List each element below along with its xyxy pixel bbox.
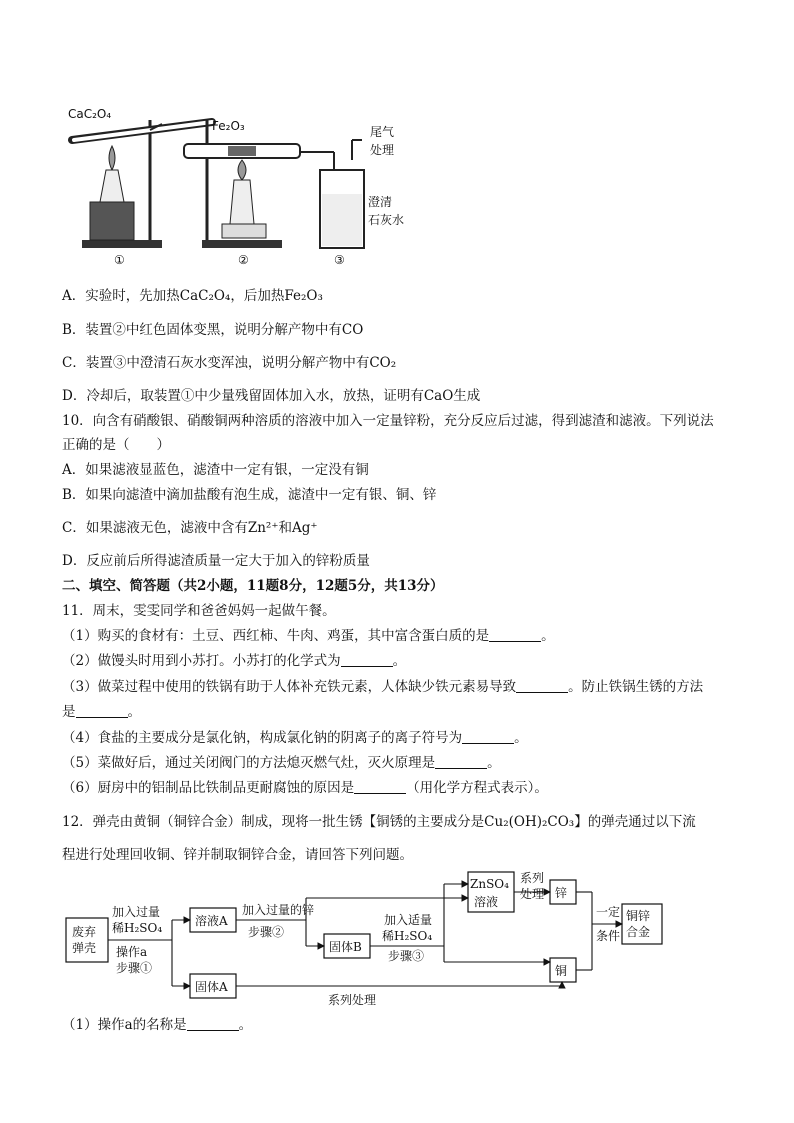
text-copper: 铜 [555, 964, 568, 978]
text-zinc: 锌 [555, 886, 568, 900]
text-znso4-1: ZnSO₄ [470, 877, 509, 891]
q9-option-d: D．冷却后，取装置①中少量残留固体加入水，放热，证明有CaO生成 [62, 388, 481, 404]
stand-2-base [202, 240, 282, 248]
q11-part-6-text: （6）厨房中的铝制品比铁制品更耐腐蚀的原因是 [62, 780, 355, 796]
apparatus-figure [62, 100, 422, 268]
q10-option-a: A．如果滤液显蓝色，滤渣中一定有银，一定没有铜 [62, 462, 369, 478]
answer-blank[interactable] [187, 1018, 239, 1031]
q11-part-3-text: （3）做菜过程中使用的铁锅有助于人体补充铁元素，人体缺少铁元素易导致 [62, 679, 517, 695]
q12-part-1-end: 。 [238, 1017, 253, 1033]
q11-part-3-cont [62, 703, 141, 721]
process-flowchart [62, 868, 682, 1010]
text-add-acid2-2: 稀H₂SO₄ [382, 929, 433, 943]
q11-part-4-text: （4）食盐的主要成分是氯化钠，构成氯化钠的阴离子的离子符号为 [62, 730, 463, 746]
q11-part-5 [62, 754, 501, 772]
burner-2-base [222, 224, 266, 238]
q9-option-b: B．装置②中红色固体变黑，说明分解产物中有CO [62, 322, 364, 338]
label-num-2: ② [238, 253, 249, 267]
stand-1-base [82, 240, 162, 248]
answer-blank[interactable] [462, 731, 514, 744]
q10-stem-2: 正确的是（ ） [62, 437, 170, 453]
flame-2-icon [238, 160, 246, 180]
answer-blank[interactable] [341, 654, 393, 667]
text-znso4-2: 溶液 [474, 895, 499, 909]
q11-part-3 [62, 678, 703, 696]
q11-part-3-cont-text: 是 [62, 704, 76, 720]
text-step3: 步骤③ [388, 949, 425, 963]
q10-stem-1: 10．向含有硝酸银、硝酸铜两种溶质的溶液中加入一定量锌粉，充分反应后过滤，得到滤渣和滤液。下列说法 [62, 413, 714, 429]
q11-part-2-end: 。 [392, 653, 407, 669]
q11-part-6-end: （用化学方程式表示）。 [406, 780, 548, 796]
text-step2: 步骤② [248, 925, 285, 939]
q11-part-5-end: 。 [487, 755, 501, 771]
q9-option-a: A．实验时，先加热CaC₂O₄，后加热Fe₂O₃ [62, 288, 323, 304]
q12-part-1 [62, 1016, 252, 1034]
burner-1 [100, 170, 124, 202]
q11-stem: 11．周末，雯雯同学和爸爸妈妈一起做午餐。 [62, 603, 336, 619]
q10-option-c: C．如果滤液无色，滤液中含有Zn²⁺和Ag⁺ [62, 520, 318, 536]
q11-part-1-text: （1）购买的食材有：土豆、西红柿、牛肉、鸡蛋，其中富含蛋白质的是 [62, 628, 490, 644]
stand-1-block [90, 202, 134, 240]
answer-blank[interactable] [435, 756, 487, 769]
q10-option-d: D．反应前后所得滤渣质量一定大于加入的锌粉质量 [62, 553, 370, 569]
text-waste-2: 弹壳 [72, 941, 97, 955]
q11-part-3-mid: 。防止铁锅生锈的方法 [568, 679, 704, 695]
text-add-acid-1: 加入过量 [112, 905, 161, 919]
text-solid-b: 固体B [329, 940, 362, 954]
q11-part-1 [62, 627, 555, 645]
text-cond-1: 一定 [596, 905, 621, 919]
q11-part-5-text: （5）菜做好后，通过关闭阀门的方法熄灭燃气灶，灭火原理是 [62, 755, 436, 771]
flame-1-icon [109, 146, 115, 170]
tube-1-inner [74, 122, 212, 140]
label-limewater-1: 澄清 [368, 195, 393, 209]
q11-part-4-end: 。 [514, 730, 528, 746]
label-fe2o3: Fe₂O₃ [212, 119, 245, 133]
text-alloy-2: 合金 [626, 925, 651, 939]
text-add-acid2-1: 加入适量 [384, 913, 433, 927]
text-series-2: 处理 [520, 887, 545, 901]
text-solid-a: 固体A [195, 980, 228, 994]
text-solution-a: 溶液A [195, 914, 228, 928]
burner-2 [230, 180, 254, 224]
fe2o3-sample [228, 146, 256, 156]
q11-part-2-text: （2）做馒头时用到小苏打。小苏打的化学式为 [62, 653, 341, 669]
text-alloy-1: 铜锌 [626, 909, 651, 923]
answer-blank[interactable] [489, 629, 541, 642]
text-add-zn: 加入过量的锌 [242, 903, 315, 917]
label-cac2o4: CaC₂O₄ [68, 107, 112, 121]
text-series-process: 系列处理 [328, 993, 377, 1007]
q12-stem-2: 程进行处理回收铜、锌并制取铜锌合金，请回答下列问题。 [62, 847, 413, 863]
q10-option-b: B．如果向滤渣中滴加盐酸有泡生成，滤渣中一定有银、铜、锌 [62, 487, 437, 503]
text-waste-1: 废弃 [72, 925, 97, 939]
text-cond-2: 条件 [596, 929, 621, 943]
label-exhaust-1: 尾气 [370, 125, 395, 139]
text-add-acid-2: 稀H₂SO₄ [112, 921, 163, 935]
q9-option-c: C．装置③中澄清石灰水变浑浊，说明分解产物中有CO₂ [62, 355, 397, 371]
q12-stem-1: 12．弹壳由黄铜（铜锌合金）制成，现将一批生锈【铜锈的主要成分是Cu₂(OH)₂CO₃】的弹壳通过以下流 [62, 814, 696, 830]
q11-part-1-end: 。 [541, 628, 555, 644]
text-op-a: 操作a [116, 945, 148, 959]
q11-part-6 [62, 779, 548, 797]
text-step1: 步骤① [116, 961, 153, 975]
limewater-liquid [322, 194, 362, 246]
answer-blank[interactable] [516, 680, 568, 693]
answer-blank[interactable] [76, 705, 128, 718]
answer-blank[interactable] [354, 781, 406, 794]
q11-part-4 [62, 729, 528, 747]
text-series-1: 系列 [520, 871, 545, 885]
q11-part-2 [62, 652, 406, 670]
section-2-heading: 二、填空、简答题（共2小题，11题8分，12题5分，共13分） [62, 578, 444, 594]
label-limewater-2: 石灰水 [368, 213, 405, 227]
label-num-1: ① [114, 253, 125, 267]
label-num-3: ③ [334, 253, 345, 267]
q11-part-3-end: 。 [127, 704, 141, 720]
q12-part-1-text: （1）操作a的名称是 [62, 1017, 187, 1033]
label-exhaust-2: 处理 [370, 143, 395, 157]
